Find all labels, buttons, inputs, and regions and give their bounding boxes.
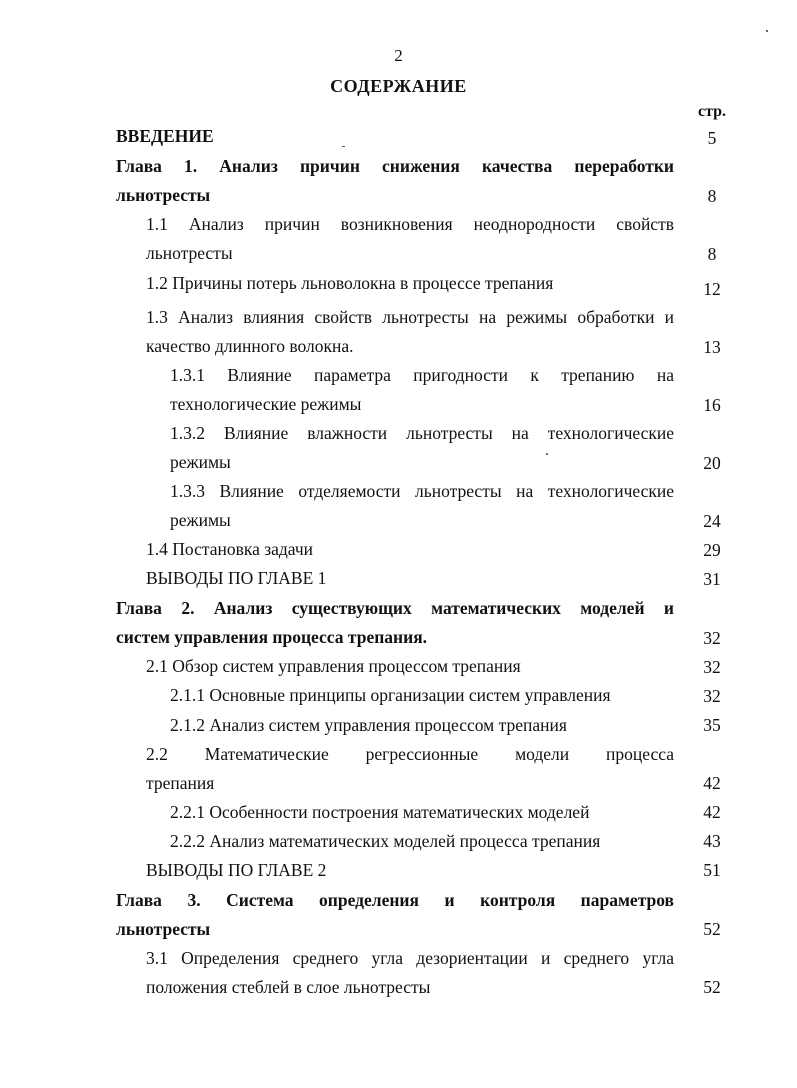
toc-page-number: 52 <box>703 977 721 997</box>
toc-entry-1-4: 1.4 Постановка задачи <box>146 539 314 559</box>
toc-entry-1-3-1: 1.3.1 Влияние параметра пригодности к трепанию на <box>170 365 674 385</box>
scan-speck <box>342 146 345 147</box>
toc-page-number: 12 <box>703 279 721 299</box>
toc-entry-2-2-cont: трепания <box>146 773 215 793</box>
toc-page-number: 52 <box>703 919 721 939</box>
toc-page-number: 32 <box>703 686 721 706</box>
toc-page-number: 8 <box>707 244 717 264</box>
toc-page-number: 51 <box>703 860 721 880</box>
toc-entry-introduction: ВВЕДЕНИЕ <box>116 126 214 146</box>
toc-entry-chapter-2: Глава 2. Анализ существующих математических моделей и <box>116 598 674 618</box>
toc-entry-2-1-2: 2.1.2 Анализ систем управления процессом трепания <box>170 715 567 735</box>
toc-entry-1-3-2: 1.3.2 Влияние влажности льнотресты на технологические <box>170 423 674 443</box>
toc-entry-2-1-1: 2.1.1 Основные принципы организации систем управления <box>170 685 611 705</box>
toc-entry-3-1: 3.1 Определения среднего угла дезориентации и среднего угла <box>146 948 674 968</box>
toc-entry-1-2: 1.2 Причины потерь льноволокна в процессе трепания <box>146 273 554 293</box>
toc-entry-conclusions-1: ВЫВОДЫ ПО ГЛАВЕ 1 <box>146 568 327 588</box>
toc-entry-chapter-3: Глава 3. Система определения и контроля параметров <box>116 890 674 910</box>
page-column-header: стр. <box>697 103 727 120</box>
toc-entry-chapter-2-cont: систем управления процесса трепания. <box>116 627 428 647</box>
toc-entry-1-3-2-cont: режимы <box>170 452 231 472</box>
toc-entry-1-3: 1.3 Анализ влияния свойств льнотресты на режимы обработки и <box>146 307 674 327</box>
toc-entry-3-1-cont: положения стеблей в слое льнотресты <box>146 977 431 997</box>
toc-page-number: 5 <box>707 128 717 148</box>
toc-entry-1-1: 1.1 Анализ причин возникновения неоднородности свойств <box>146 214 674 234</box>
toc-entry-1-1-cont: льнотресты <box>146 243 233 263</box>
toc-entry-2-2-1: 2.2.1 Особенности построения математических моделей <box>170 802 590 822</box>
toc-page-number: 20 <box>703 453 721 473</box>
toc-page-number: 43 <box>703 831 721 851</box>
toc-page-number: 31 <box>703 569 721 589</box>
toc-page-number: 42 <box>703 802 721 822</box>
toc-page-number: 16 <box>703 395 721 415</box>
toc-entry-chapter-1: Глава 1. Анализ причин снижения качества переработки <box>116 156 674 176</box>
toc-page-number: 32 <box>703 628 721 648</box>
scan-speck <box>766 30 768 32</box>
toc-page-number: 42 <box>703 773 721 793</box>
toc-entry-2-1: 2.1 Обзор систем управления процессом трепания <box>146 656 521 676</box>
scan-speck <box>546 453 548 455</box>
toc-entry-2-2-2: 2.2.2 Анализ математических моделей процесса трепания <box>170 831 601 851</box>
toc-entry-chapter-1-cont: льнотресты <box>116 185 211 205</box>
toc-page-number: 29 <box>703 540 721 560</box>
toc-page-number: 8 <box>707 186 717 206</box>
toc-entry-1-3-3: 1.3.3 Влияние отделяемости льнотресты на технологические <box>170 481 674 501</box>
toc-page-number: 13 <box>703 337 721 357</box>
toc-page-number: 35 <box>703 715 721 735</box>
page-title: СОДЕРЖАНИЕ <box>330 76 467 96</box>
page-number: 2 <box>394 46 403 65</box>
toc-entry-1-3-3-cont: режимы <box>170 510 231 530</box>
toc-entry-conclusions-2: ВЫВОДЫ ПО ГЛАВЕ 2 <box>146 860 327 880</box>
toc-page-number: 32 <box>703 657 721 677</box>
toc-page-number: 24 <box>703 511 721 531</box>
toc-entry-1-3-1-cont: технологические режимы <box>170 394 362 414</box>
toc-entry-1-3-cont: качество длинного волокна. <box>146 336 354 356</box>
toc-entry-2-2: 2.2 Математические регрессионные модели процесса <box>146 744 674 764</box>
toc-entry-chapter-3-cont: льнотресты <box>116 919 211 939</box>
